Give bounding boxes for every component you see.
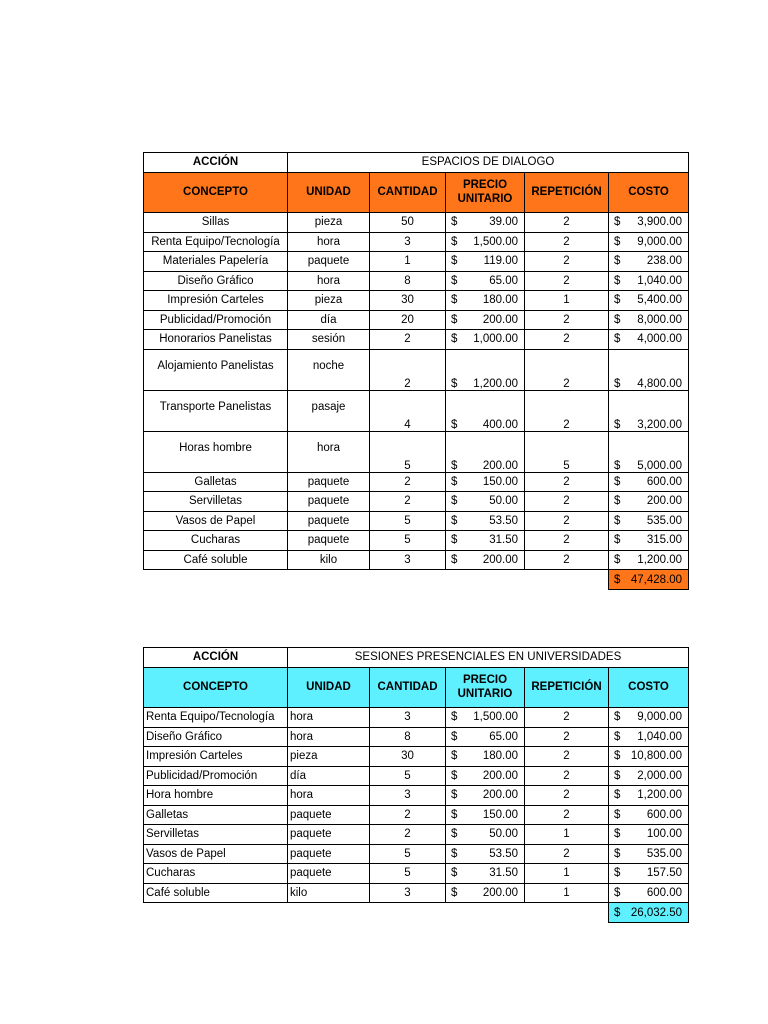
costo-cell: $ 5,400.00 bbox=[609, 291, 689, 311]
precio-cell: $ 50.00 bbox=[446, 492, 525, 512]
espacios-dialogo-table bbox=[143, 152, 689, 590]
precio-cell: $ 200.00 bbox=[446, 550, 525, 570]
costo-cell: $ 157.50 bbox=[609, 864, 689, 884]
table-row bbox=[144, 864, 689, 884]
concepto-cell: Galletas bbox=[144, 472, 288, 492]
unidad-cell: hora bbox=[288, 708, 370, 728]
costo-cell: $ 1,200.00 bbox=[609, 786, 689, 806]
costo-cell: $ 9,000.00 bbox=[609, 708, 689, 728]
repeticion-cell: 1 bbox=[525, 883, 609, 903]
costo-cell: $ 600.00 bbox=[609, 472, 689, 492]
precio-cell: $ 53.50 bbox=[446, 511, 525, 531]
concepto-cell: Servilletas bbox=[144, 492, 288, 512]
costo-header: COSTO bbox=[609, 173, 689, 213]
cantidad-cell: 5 bbox=[370, 531, 446, 551]
repeticion-cell: 2 bbox=[525, 213, 609, 233]
table-row bbox=[144, 883, 689, 903]
cantidad-cell: 3 bbox=[370, 232, 446, 252]
costo-cell: $ 10,800.00 bbox=[609, 747, 689, 767]
cantidad-cell: 50 bbox=[370, 213, 446, 233]
concepto-cell: Sillas bbox=[144, 213, 288, 233]
costo-cell: $ 535.00 bbox=[609, 844, 689, 864]
repeticion-cell: 2 bbox=[525, 531, 609, 551]
cantidad-cell: 5 bbox=[370, 511, 446, 531]
repeticion-cell: 2 bbox=[525, 550, 609, 570]
concepto-cell: Cucharas bbox=[144, 864, 288, 884]
unidad-cell: noche bbox=[288, 349, 370, 390]
precio-cell: $ 50.00 bbox=[446, 825, 525, 845]
unidad-cell: pieza bbox=[288, 213, 370, 233]
costo-cell: $ 600.00 bbox=[609, 805, 689, 825]
table-row bbox=[144, 252, 689, 272]
precio-cell: $ 65.00 bbox=[446, 727, 525, 747]
cantidad-cell: 20 bbox=[370, 310, 446, 330]
precio-cell: $ 200.00 bbox=[446, 786, 525, 806]
concepto-cell: Honorarios Panelistas bbox=[144, 330, 288, 350]
precio-cell: $ 200.00 bbox=[446, 766, 525, 786]
table-row bbox=[144, 550, 689, 570]
table-row bbox=[144, 805, 689, 825]
unidad-cell: día bbox=[288, 766, 370, 786]
cantidad-cell: 3 bbox=[370, 708, 446, 728]
costo-cell: $ 9,000.00 bbox=[609, 232, 689, 252]
cantidad-cell: 5 bbox=[370, 844, 446, 864]
cantidad-cell: 30 bbox=[370, 291, 446, 311]
total-cell: $ 47,428.00 bbox=[609, 570, 689, 590]
accion-header: ACCIÓN bbox=[144, 648, 288, 668]
precio-cell: $ 39.00 bbox=[446, 213, 525, 233]
precio-cell: $ 65.00 bbox=[446, 271, 525, 291]
unidad-cell: día bbox=[288, 310, 370, 330]
cantidad-cell: 30 bbox=[370, 747, 446, 767]
cantidad-cell: 3 bbox=[370, 786, 446, 806]
table-row bbox=[144, 511, 689, 531]
costo-cell: $ 8,000.00 bbox=[609, 310, 689, 330]
table-row bbox=[144, 431, 689, 472]
precio-cell: $ 180.00 bbox=[446, 747, 525, 767]
repeticion-cell: 2 bbox=[525, 330, 609, 350]
unidad-header: UNIDAD bbox=[288, 173, 370, 213]
precio-cell: $ 400.00 bbox=[446, 390, 525, 431]
unidad-cell: paquete bbox=[288, 511, 370, 531]
concepto-cell: Horas hombre bbox=[144, 431, 288, 472]
repeticion-cell: 2 bbox=[525, 747, 609, 767]
costo-header: COSTO bbox=[609, 668, 689, 708]
precio-cell: $ 200.00 bbox=[446, 883, 525, 903]
costo-cell: $ 600.00 bbox=[609, 883, 689, 903]
precio-cell: $ 1,000.00 bbox=[446, 330, 525, 350]
table-row bbox=[144, 330, 689, 350]
unidad-cell: hora bbox=[288, 271, 370, 291]
costo-cell: $ 2,000.00 bbox=[609, 766, 689, 786]
cantidad-cell: 2 bbox=[370, 472, 446, 492]
unidad-cell: sesión bbox=[288, 330, 370, 350]
costo-cell: $ 4,000.00 bbox=[609, 330, 689, 350]
concepto-header: CONCEPTO bbox=[144, 173, 288, 213]
repeticion-cell: 2 bbox=[525, 472, 609, 492]
repeticion-cell: 5 bbox=[525, 431, 609, 472]
cantidad-cell: 1 bbox=[370, 252, 446, 272]
precio-header: PRECIO UNITARIO bbox=[446, 668, 525, 708]
unidad-cell: paquete bbox=[288, 825, 370, 845]
repeticion-cell: 2 bbox=[525, 271, 609, 291]
costo-cell: $ 535.00 bbox=[609, 511, 689, 531]
concepto-cell: Hora hombre bbox=[144, 786, 288, 806]
table-row bbox=[144, 232, 689, 252]
unidad-cell: kilo bbox=[288, 550, 370, 570]
precio-cell: $ 1,200.00 bbox=[446, 349, 525, 390]
column-header-row bbox=[144, 668, 689, 708]
precio-cell: $ 53.50 bbox=[446, 844, 525, 864]
table-row bbox=[144, 390, 689, 431]
table-row bbox=[144, 291, 689, 311]
table-title-row bbox=[144, 648, 689, 668]
repeticion-cell: 1 bbox=[525, 864, 609, 884]
precio-header: PRECIO UNITARIO bbox=[446, 173, 525, 213]
concepto-cell: Diseño Gráfico bbox=[144, 727, 288, 747]
concepto-cell: Diseño Gráfico bbox=[144, 271, 288, 291]
repeticion-cell: 1 bbox=[525, 825, 609, 845]
unidad-cell: paquete bbox=[288, 531, 370, 551]
total-row bbox=[144, 570, 689, 590]
cantidad-cell: 5 bbox=[370, 431, 446, 472]
unidad-cell: paquete bbox=[288, 864, 370, 884]
table-row bbox=[144, 727, 689, 747]
column-header-row bbox=[144, 173, 689, 213]
concepto-cell: Vasos de Papel bbox=[144, 511, 288, 531]
cantidad-cell: 2 bbox=[370, 330, 446, 350]
unidad-cell: pasaje bbox=[288, 390, 370, 431]
repeticion-cell: 2 bbox=[525, 492, 609, 512]
precio-cell: $ 200.00 bbox=[446, 310, 525, 330]
accion-header: ACCIÓN bbox=[144, 153, 288, 173]
repeticion-cell: 2 bbox=[525, 252, 609, 272]
table-row bbox=[144, 825, 689, 845]
unidad-cell: paquete bbox=[288, 492, 370, 512]
total-cell: $ 26,032.50 bbox=[609, 903, 689, 923]
repeticion-cell: 2 bbox=[525, 805, 609, 825]
concepto-cell: Impresión Carteles bbox=[144, 291, 288, 311]
unidad-cell: hora bbox=[288, 232, 370, 252]
concepto-cell: Publicidad/Promoción bbox=[144, 766, 288, 786]
costo-cell: $ 315.00 bbox=[609, 531, 689, 551]
table-row bbox=[144, 786, 689, 806]
concepto-cell: Vasos de Papel bbox=[144, 844, 288, 864]
precio-cell: $ 150.00 bbox=[446, 805, 525, 825]
table-row bbox=[144, 708, 689, 728]
repeticion-cell: 2 bbox=[525, 708, 609, 728]
table-row bbox=[144, 472, 689, 492]
cantidad-header: CANTIDAD bbox=[370, 668, 446, 708]
unidad-cell: pieza bbox=[288, 291, 370, 311]
table-row bbox=[144, 766, 689, 786]
concepto-cell: Transporte Panelistas bbox=[144, 390, 288, 431]
table-title-row bbox=[144, 153, 689, 173]
concepto-cell: Renta Equipo/Tecnología bbox=[144, 232, 288, 252]
cantidad-cell: 8 bbox=[370, 727, 446, 747]
concepto-cell: Alojamiento Panelistas bbox=[144, 349, 288, 390]
cantidad-header: CANTIDAD bbox=[370, 173, 446, 213]
repeticion-cell: 2 bbox=[525, 844, 609, 864]
costo-cell: $ 100.00 bbox=[609, 825, 689, 845]
table-row bbox=[144, 531, 689, 551]
unidad-cell: hora bbox=[288, 786, 370, 806]
precio-cell: $ 180.00 bbox=[446, 291, 525, 311]
sesiones-universidades-table bbox=[143, 647, 689, 923]
table-row bbox=[144, 310, 689, 330]
cantidad-cell: 2 bbox=[370, 825, 446, 845]
repeticion-cell: 2 bbox=[525, 232, 609, 252]
concepto-cell: Renta Equipo/Tecnología bbox=[144, 708, 288, 728]
table-row bbox=[144, 747, 689, 767]
concepto-cell: Cucharas bbox=[144, 531, 288, 551]
costo-cell: $ 1,040.00 bbox=[609, 271, 689, 291]
table-title: ESPACIOS DE DIALOGO bbox=[288, 153, 689, 173]
cantidad-cell: 5 bbox=[370, 766, 446, 786]
repeticion-cell: 2 bbox=[525, 766, 609, 786]
concepto-cell: Publicidad/Promoción bbox=[144, 310, 288, 330]
precio-cell: $ 200.00 bbox=[446, 431, 525, 472]
table-title: SESIONES PRESENCIALES EN UNIVERSIDADES bbox=[288, 648, 689, 668]
repeticion-cell: 2 bbox=[525, 727, 609, 747]
cantidad-cell: 2 bbox=[370, 492, 446, 512]
concepto-cell: Galletas bbox=[144, 805, 288, 825]
concepto-header: CONCEPTO bbox=[144, 668, 288, 708]
concepto-cell: Café soluble bbox=[144, 883, 288, 903]
unidad-cell: hora bbox=[288, 431, 370, 472]
costo-cell: $ 200.00 bbox=[609, 492, 689, 512]
cantidad-cell: 5 bbox=[370, 864, 446, 884]
unidad-cell: paquete bbox=[288, 805, 370, 825]
repeticion-cell: 2 bbox=[525, 310, 609, 330]
cantidad-cell: 4 bbox=[370, 390, 446, 431]
table-row bbox=[144, 844, 689, 864]
precio-cell: $ 150.00 bbox=[446, 472, 525, 492]
unidad-cell: pieza bbox=[288, 747, 370, 767]
unidad-cell: hora bbox=[288, 727, 370, 747]
precio-cell: $ 1,500.00 bbox=[446, 708, 525, 728]
cantidad-cell: 3 bbox=[370, 550, 446, 570]
concepto-cell: Servilletas bbox=[144, 825, 288, 845]
costo-cell: $ 3,200.00 bbox=[609, 390, 689, 431]
table-row bbox=[144, 271, 689, 291]
precio-cell: $ 31.50 bbox=[446, 531, 525, 551]
repeticion-cell: 1 bbox=[525, 291, 609, 311]
precio-cell: $ 1,500.00 bbox=[446, 232, 525, 252]
precio-cell: $ 31.50 bbox=[446, 864, 525, 884]
unidad-cell: paquete bbox=[288, 252, 370, 272]
costo-cell: $ 3,900.00 bbox=[609, 213, 689, 233]
cantidad-cell: 3 bbox=[370, 883, 446, 903]
concepto-cell: Impresión Carteles bbox=[144, 747, 288, 767]
costo-cell: $ 1,040.00 bbox=[609, 727, 689, 747]
cantidad-cell: 8 bbox=[370, 271, 446, 291]
repeticion-header: REPETICIÓN bbox=[525, 173, 609, 213]
concepto-cell: Materiales Papelería bbox=[144, 252, 288, 272]
unidad-cell: paquete bbox=[288, 472, 370, 492]
cantidad-cell: 2 bbox=[370, 349, 446, 390]
unidad-cell: paquete bbox=[288, 844, 370, 864]
repeticion-cell: 2 bbox=[525, 511, 609, 531]
table-row bbox=[144, 492, 689, 512]
repeticion-cell: 2 bbox=[525, 390, 609, 431]
unidad-cell: kilo bbox=[288, 883, 370, 903]
table-row bbox=[144, 349, 689, 390]
total-row bbox=[144, 903, 689, 923]
repeticion-cell: 2 bbox=[525, 349, 609, 390]
costo-cell: $ 4,800.00 bbox=[609, 349, 689, 390]
concepto-cell: Café soluble bbox=[144, 550, 288, 570]
table-row bbox=[144, 213, 689, 233]
costo-cell: $ 1,200.00 bbox=[609, 550, 689, 570]
costo-cell: $ 238.00 bbox=[609, 252, 689, 272]
repeticion-cell: 2 bbox=[525, 786, 609, 806]
unidad-header: UNIDAD bbox=[288, 668, 370, 708]
repeticion-header: REPETICIÓN bbox=[525, 668, 609, 708]
precio-cell: $ 119.00 bbox=[446, 252, 525, 272]
cantidad-cell: 2 bbox=[370, 805, 446, 825]
costo-cell: $ 5,000.00 bbox=[609, 431, 689, 472]
